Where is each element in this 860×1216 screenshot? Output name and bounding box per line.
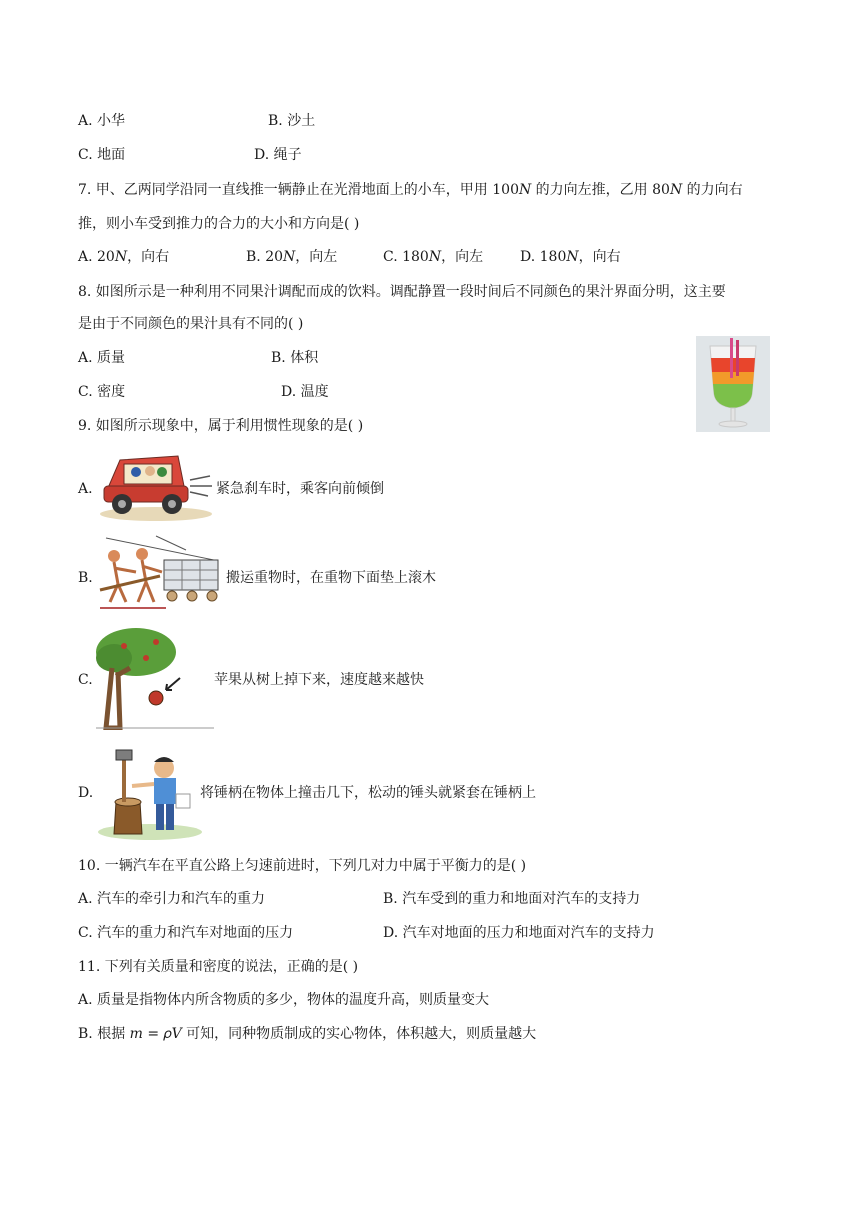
q9-option-d-text: 将锤柄在物体上撞击几下，松动的锤头就紧套在锤柄上 [200,785,536,801]
q7-stem-line2: 推，则小车受到推力的合力的大小和方向是( ) [78,216,360,232]
q10-stem: 10. 一辆汽车在平直公路上匀速前进时，下列几对力中属于平衡力的是( ) [78,858,527,874]
q9-option-b-label: B. [78,570,93,586]
q8-stem-line1: 8. 如图所示是一种利用不同果汁调配而成的饮料。调配静置一段时间后不同颜色的果汁界面分明，这主要 [78,284,726,300]
q10-option-c: C. 汽车的重力和汽车对地面的压力 [78,925,294,941]
apple-falling-image [96,628,214,730]
q8-option-b: B. 体积 [271,350,319,366]
q7-option-a: A. 20𝑁，向右 [78,249,170,265]
q10-option-d: D. 汽车对地面的压力和地面对汽车的支持力 [383,925,655,941]
q8-stem-line2: 是由于不同颜色的果汁具有不同的( ) [78,316,304,332]
q7-option-b: B. 20𝑁，向左 [246,249,338,265]
q6-option-b: B. 沙土 [268,113,316,129]
hammer-handle-image [96,742,202,840]
q7-stem-line1: 7. 甲、乙两同学沿同一直线推一辆静止在光滑地面上的小车，甲用 100𝑁 的力向左推，乙用 80𝑁 的力向右 [78,182,743,198]
q9-stem: 9. 如图所示现象中，属于利用惯性现象的是( ) [78,418,364,434]
q8-option-c: C. 密度 [78,384,126,400]
q11-option-b: B. 根据 𝑚 = 𝜌𝑉 可知，同种物质制成的实心物体，体积越大，则质量越大 [78,1026,537,1042]
q7-option-c: C. 180𝑁，向左 [383,249,484,265]
q6-option-d: D. 绳子 [254,147,302,163]
q7-option-d: D. 180𝑁，向右 [520,249,621,265]
q9-option-a-label: A. [78,481,93,497]
q8-option-a: A. 质量 [78,350,126,366]
q8-option-d: D. 温度 [281,384,329,400]
car-braking-image [98,450,216,522]
q9-option-c-label: C. [78,672,93,688]
q9-option-c-text: 苹果从树上掉下来，速度越来越快 [214,672,424,688]
q9-option-b-text: 搬运重物时，在重物下面垫上滚木 [226,570,436,586]
q11-option-a: A. 质量是指物体内所含物质的多少，物体的温度升高，则质量变大 [78,992,490,1008]
q6-option-a: A. 小华 [78,113,126,129]
rollers-moving-load-image [96,532,224,618]
q10-option-b: B. 汽车受到的重力和地面对汽车的支持力 [383,891,641,907]
q10-option-a: A. 汽车的牵引力和汽车的重力 [78,891,266,907]
q11-stem: 11. 下列有关质量和密度的说法，正确的是( ) [78,959,359,975]
q6-option-c: C. 地面 [78,147,126,163]
q9-option-a-text: 紧急刹车时，乘客向前倾倒 [216,481,384,497]
q9-option-d-label: D. [78,785,94,801]
layered-juice-image [696,336,770,432]
